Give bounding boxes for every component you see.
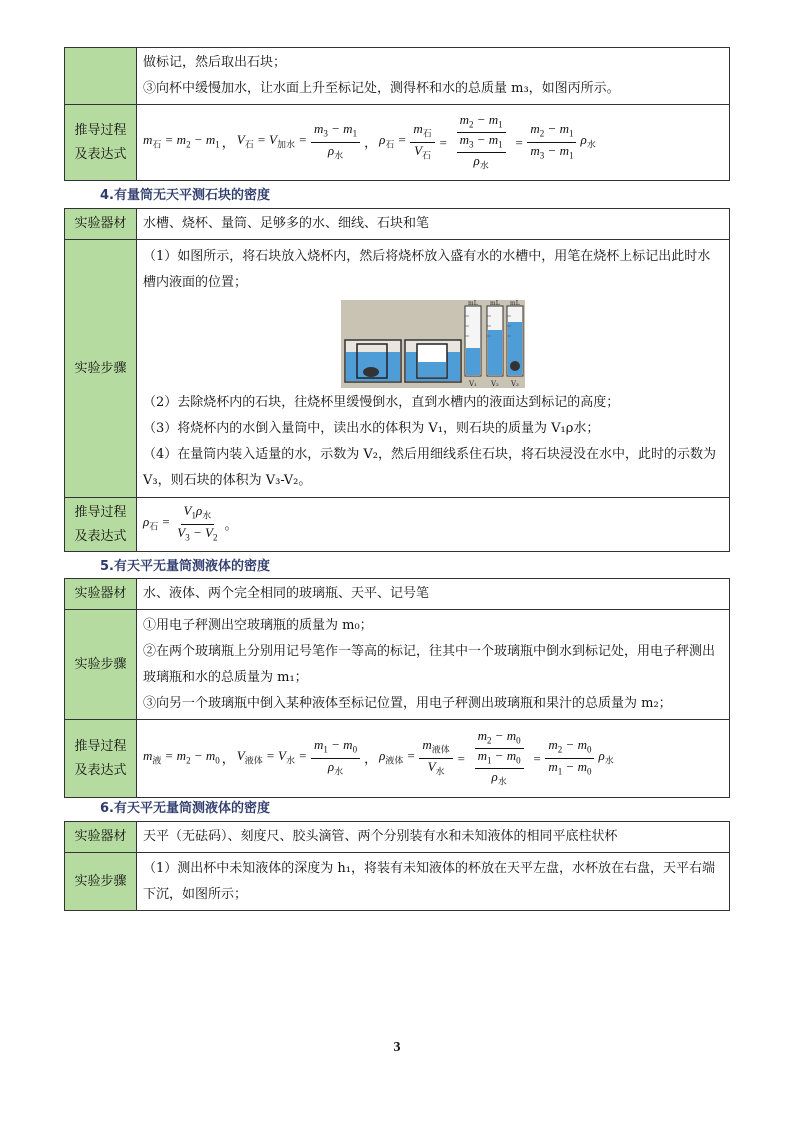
- cylinder-unit-label: mL: [510, 299, 520, 307]
- beaker-cylinder-illustration: [341, 300, 525, 388]
- materials-text: 水、液体、两个完全相同的玻璃瓶、天平、记号笔: [137, 579, 730, 610]
- section-6-title: 6.有天平无量筒测液体的密度: [100, 801, 270, 816]
- derive-formula: [137, 498, 730, 552]
- steps-content: [137, 853, 730, 911]
- steps-label-cell: [65, 48, 137, 105]
- derive-formula: [137, 720, 730, 798]
- materials-label: 实验器材: [65, 579, 137, 610]
- steps-content: [137, 610, 730, 720]
- derive-label: 推导过程及表达式: [65, 720, 137, 798]
- step-1: ①用电子秤测出空玻璃瓶的质量为 m₀；: [143, 617, 373, 633]
- cylinder-unit-label: mL: [468, 299, 478, 307]
- derive-formula: [137, 105, 730, 181]
- section-4-title: 4.有量筒无天平测石块的密度: [100, 188, 270, 203]
- table-section-6: [64, 821, 730, 911]
- table-continuation: [64, 47, 730, 181]
- step-line: 做标记，然后取出石块；: [143, 55, 287, 70]
- derive-label: 推导过程及表达式: [65, 105, 137, 181]
- step-3: （3）将烧杯内的水倒入量筒中，读出水的体积为 V₁，则石块的质量为 V₁ρ水；: [143, 420, 600, 436]
- cylinder-v1-label: V₁: [469, 379, 477, 388]
- materials-text: 水槽、烧杯、量筒、足够多的水、细线、石块和笔: [137, 209, 730, 240]
- step-line: ③向杯中缓慢加水，让水面上升至标记处，测得杯和水的总质量 m₃，如图丙所示。: [143, 81, 620, 96]
- step-4: （4）在量筒内装入适量的水，示数为 V₂，然后用细线系住石块，将石块浸没在水中，此时的示数为 V₃，则石块的体积为 V₃-V₂。: [143, 446, 717, 488]
- materials-text: 天平（无砝码）、刻度尺、胶头滴管、两个分别装有水和未知液体的相同平底柱状杯: [137, 822, 730, 853]
- step-1: （1）如图所示，将石块放入烧杯内，然后将烧杯放入盛有水的水槽中，用笔在烧杯上标记出此时水槽内液面的位置；: [143, 248, 711, 290]
- step-3: ③向另一个玻璃瓶中倒入某种液体至标记位置，用电子秤测出玻璃瓶和果汁的总质量为 m₂；: [143, 695, 672, 711]
- section-5-title: 5.有天平无量筒测液体的密度: [100, 559, 270, 574]
- derive-label: 推导过程及表达式: [65, 498, 137, 552]
- materials-label: 实验器材: [65, 209, 137, 240]
- experiment-figure: [143, 296, 723, 390]
- steps-content: [137, 48, 730, 105]
- table-section-5: [64, 578, 730, 798]
- materials-label: 实验器材: [65, 822, 137, 853]
- steps-label: 实验步骤: [65, 853, 137, 911]
- steps-label: 实验步骤: [65, 240, 137, 498]
- cylinder-v3-label: V₃: [511, 379, 519, 388]
- step-2: ②在两个玻璃瓶上分别用记号笔作一等高的标记，往其中一个玻璃瓶中倒水到标记处，用电子秤测出玻璃瓶和水的总质量为 m₁；: [143, 643, 716, 685]
- formula-1: $m_石 = m_2 - m_1$ ， $V_石 = V_{加水}$ = $\frac{m_3 - m_1}{\rho_水}$ ， $\rho_石$ = $\frac{m_石}{V_石}$ = $\frac{m_2 - m_1}{\frac{m_3 - m_1}{\rho_水}}$ = $\frac{m_2 - m_1}{m_3 - m_1}$ $\rho_水$: [143, 111, 596, 171]
- page-number: 3: [393, 1040, 401, 1055]
- steps-label: 实验步骤: [65, 610, 137, 720]
- step-2: （2）去除烧杯内的石块，往烧杯里缓慢倒水，直到水槽内的液面达到标记的高度；: [143, 394, 620, 410]
- formula-5: $m_液 = m_2 - m_0$ ， $V_{液体} = V_水$ = $\frac{m_1 - m_0}{\rho_水}$ ， $\rho_{液体}$ = $\frac{m_{液体}}{V_水}$ = $\frac{m_2 - m_0}{\frac{m_1 - m_0}{\rho_水}}$ = $\frac{m_2 - m_0}{m_1 - m_0}$ $\rho_水$: [143, 727, 614, 787]
- table-section-4: [64, 208, 730, 552]
- formula-4: $\rho_石$ = $\frac{V_1\rho_水}{V_3 - V_2}$ 。: [143, 503, 238, 543]
- cylinder-v2-label: V₂: [491, 379, 499, 388]
- steps-content: [137, 240, 730, 498]
- step-1: （1）测出杯中未知液体的深度为 h₁，将装有未知液体的杯放在天平左盘，水杯放在右盘，天平右端下沉，如图所示；: [143, 860, 715, 902]
- cylinder-unit-label: mL: [490, 299, 500, 307]
